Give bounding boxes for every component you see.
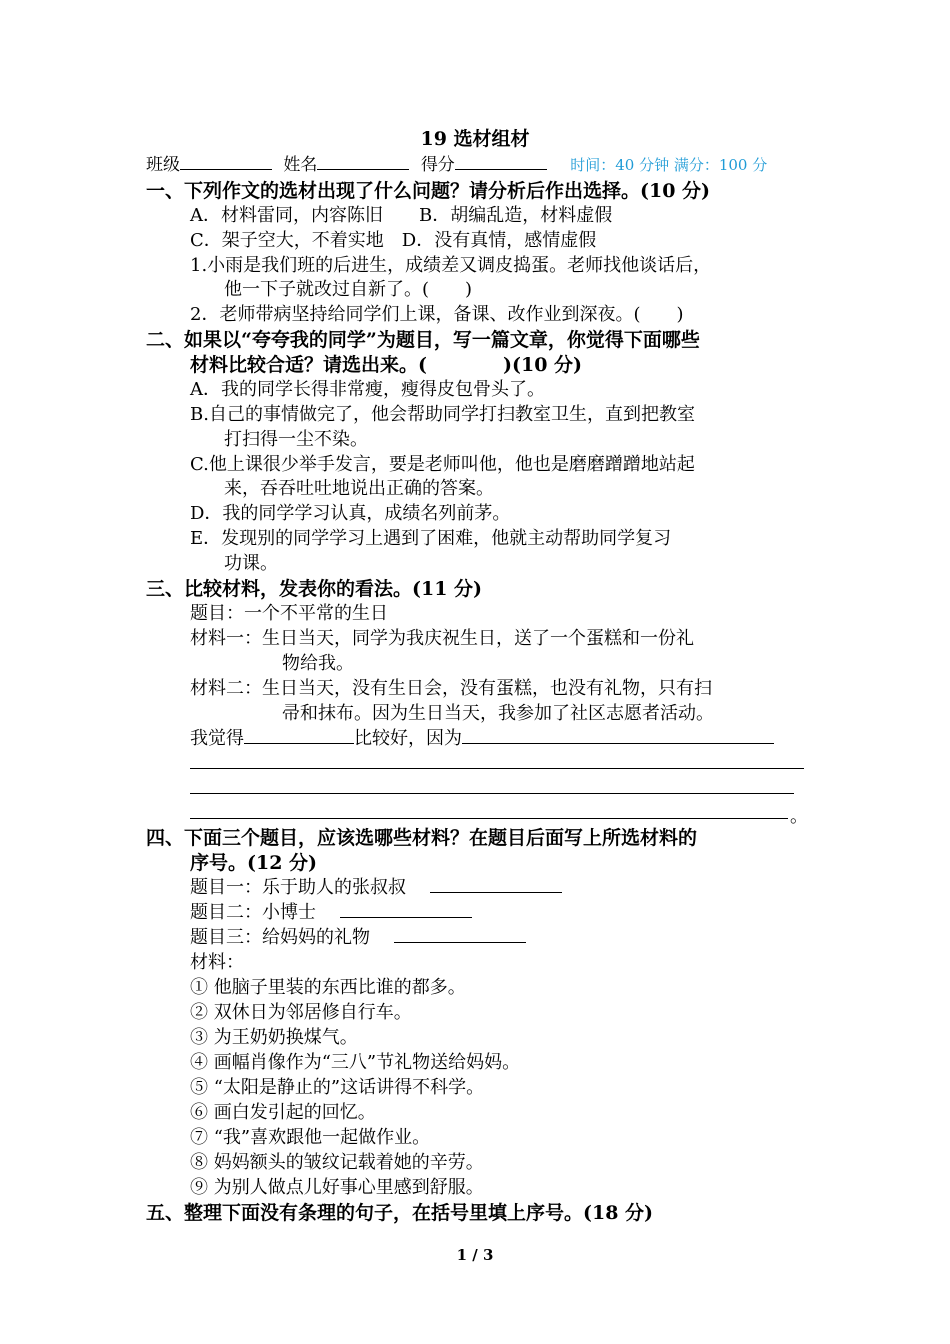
s4-topic-1-blank[interactable] [430,876,562,893]
name-blank[interactable] [317,154,409,170]
s3-choice-blank[interactable] [244,727,354,744]
s1-question-1: 1.小雨是我们班的后进生，成绩差又调皮捣蛋。老师找他谈话后， [190,255,712,276]
section-4-heading-cont: 序号。(12 分) [190,852,318,874]
s3-topic: 题目：一个不平常的生日 [190,603,388,624]
s3-end-mark: 。 [790,806,808,827]
s4-material-item: ⑨ 为别人做点儿好事心里感到舒服。 [190,1177,484,1198]
s1-options-row-2: C．架子空大，不着实地 D．没有真情，感情虚假 [190,230,597,251]
s4-material-item: ⑤ “太阳是静止的”这话讲得不科学。 [190,1077,485,1098]
info-header [146,150,767,175]
s4-material-item: ⑧ 妈妈额头的皱纹记载着她的辛劳。 [190,1152,484,1173]
section-2-heading: 二、如果以“夸夸我的同学”为题目，写一篇文章，你觉得下面哪些 [146,329,700,351]
s4-material-item: ⑥ 画白发引起的回忆。 [190,1102,376,1123]
s3-answer-line-1[interactable] [190,768,804,769]
page-number: 1 / 3 [456,1246,494,1264]
s2-option-e-cont: 功课。 [224,553,278,574]
s2-option-d: D．我的同学学习认真，成绩名列前茅。 [190,503,511,524]
section-2-heading-cont: 材料比较合适？请选出来。( )(10 分) [190,354,583,376]
s4-materials-label: 材料： [190,952,244,973]
s4-material-item: ⑦ “我”喜欢跟他一起做作业。 [190,1127,431,1148]
s3-material-1-cont: 物给我。 [282,653,354,674]
s2-option-a: A．我的同学长得非常瘦，瘦得皮包骨头了。 [190,379,545,400]
section-4-heading: 四、下面三个题目，应该选哪些材料？在题目后面写上所选材料的 [146,827,698,849]
time-info: 时间：40 分钟 满分：100 分 [570,156,768,174]
s2-option-e: E．发现别的同学学习上遇到了困难，他就主动帮助同学复习 [190,528,672,549]
s1-question-1-cont: 他一下子就改过自新了。( ) [224,279,473,300]
section-1-heading: 一、下列作文的选材出现了什么问题？请分析后作出选择。(10 分) [146,180,711,202]
s4-topic-2 [190,898,472,924]
s4-material-item: ② 双休日为邻居修自行车。 [190,1002,412,1023]
s4-topic-1 [190,873,562,899]
s3-answer-line-3[interactable] [190,818,788,819]
s3-material-2: 材料二：生日当天，没有生日会，没有蛋糕，也没有礼物，只有扫 [190,678,712,699]
s3-material-2-cont: 帚和抹布。因为生日当天，我参加了社区志愿者活动。 [282,703,714,724]
s2-option-c: C.他上课很少举手发言，要是老师叫他，他也是磨磨蹭蹭地站起 [190,454,695,475]
s1-options-row-1: A．材料雷同，内容陈旧 B．胡编乱造，材料虚假 [190,205,613,226]
s4-topic-2-text: 题目二：小博士 [190,902,316,923]
score-label: 得分 [420,155,455,175]
class-label: 班级 [146,155,180,175]
s3-reason-blank[interactable] [462,727,774,744]
s4-topic-3-text: 题目三：给妈妈的礼物 [190,927,370,948]
s3-opinion-line [190,724,774,750]
page-title: 19 选材组材 [420,128,530,150]
s4-topic-3-blank[interactable] [394,926,526,943]
s4-topic-1-text: 题目一：乐于助人的张叔叔 [190,877,406,898]
s4-material-item: ④ 画幅肖像作为“三八”节礼物送给妈妈。 [190,1052,521,1073]
s2-option-c-cont: 来，吞吞吐吐地说出正确的答案。 [224,478,494,499]
class-blank[interactable] [180,154,272,170]
section-3-heading: 三、比较材料，发表你的看法。(11 分) [146,578,483,600]
s3-material-1: 材料一：生日当天，同学为我庆祝生日，送了一个蛋糕和一份礼 [190,628,694,649]
s3-opinion-prefix: 我觉得 [190,728,244,749]
s3-answer-line-2[interactable] [190,793,794,794]
s2-option-b-cont: 打扫得一尘不染。 [224,429,368,450]
s4-topic-3 [190,923,526,949]
score-blank[interactable] [455,154,547,170]
s4-material-item: ③ 为王奶奶换煤气。 [190,1027,358,1048]
name-label: 姓名 [283,155,318,175]
s4-topic-2-blank[interactable] [340,901,472,918]
s3-opinion-middle: 比较好，因为 [354,728,462,749]
s2-option-b: B.自己的事情做完了，他会帮助同学打扫教室卫生，直到把教室 [190,404,695,425]
s4-material-item: ① 他脑子里装的东西比谁的都多。 [190,977,466,998]
s1-question-2: 2．老师带病坚持给同学们上课，备课、改作业到深夜。( ) [190,304,684,325]
section-5-heading: 五、整理下面没有条理的句子，在括号里填上序号。(18 分) [146,1202,654,1224]
